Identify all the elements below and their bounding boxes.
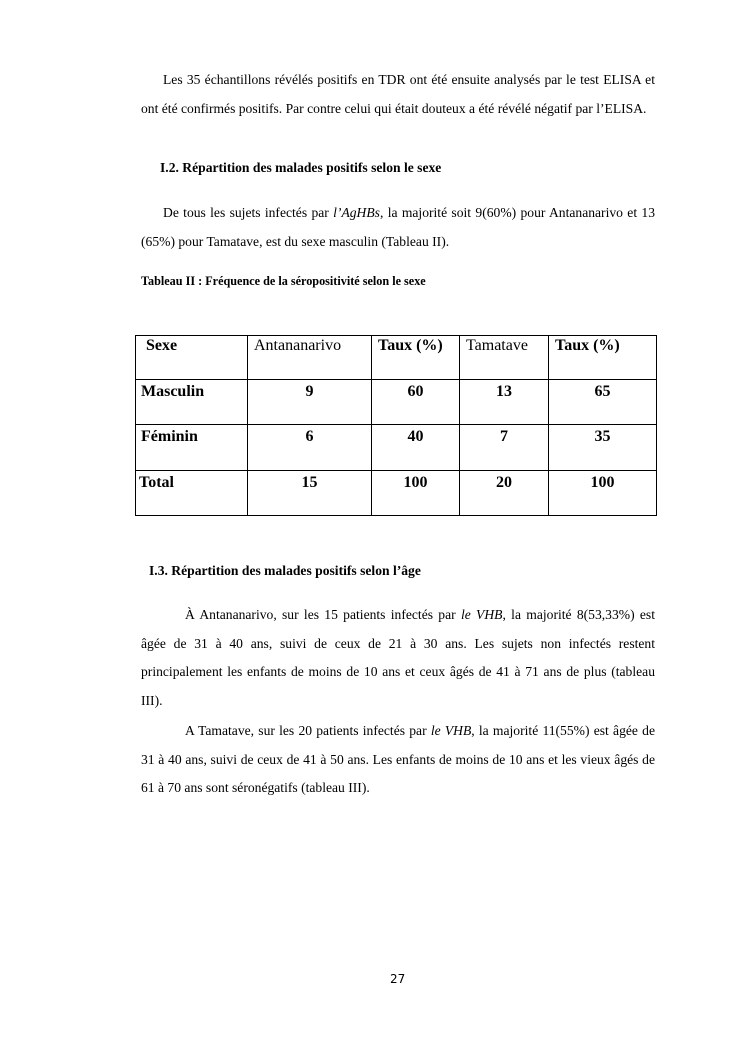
age-paragraph-antananarivo: [141, 601, 655, 715]
cell-taux-2: 65: [549, 379, 657, 425]
header-tamatave: Tamatave: [460, 336, 549, 380]
age-para2-start: A Tamatave, sur les 20 patients infectés par: [185, 723, 431, 738]
table-row: [136, 425, 657, 471]
cell-taux-2: 100: [549, 470, 657, 516]
age-para1-italic: le VHB: [460, 607, 503, 622]
cell-tamatave: 7: [460, 425, 549, 471]
header-taux-2: Taux (%): [549, 336, 657, 380]
sexe-paragraph-end: , la majorité soit 9(60%) pour Antananarivo et 13 (65%) pour Tamatave, est du sexe masculin (Tableau II).: [141, 205, 656, 249]
intro-paragraph: Les 35 échantillons révélés positifs en TDR ont été ensuite analysés par le test ELISA et ont été confirmés positifs. Par contre celui qui était douteux a été révélé négatif par l’ELISA.: [141, 72, 655, 116]
sexe-paragraph-start: De tous les sujets infectés par: [163, 205, 334, 220]
age-paragraph-tamatave: [141, 717, 655, 803]
table-caption: Tableau II : Fréquence de la séropositivité selon le sexe: [141, 274, 426, 288]
cell-tamatave: 20: [460, 470, 549, 516]
cell-taux-2: 35: [549, 425, 657, 471]
section-heading-age: I.3. Répartition des malades positifs selon l’âge: [149, 563, 421, 578]
cell-antananarivo: 15: [248, 470, 372, 516]
age-para1-start: À Antananarivo, sur les 15 patients infectés par: [185, 607, 461, 622]
sexe-table: [135, 335, 657, 516]
row-label: Féminin: [136, 425, 248, 471]
page-number: 27: [390, 972, 406, 986]
table-row: [136, 470, 657, 516]
cell-tamatave: 13: [460, 379, 549, 425]
cell-antananarivo: 9: [248, 379, 372, 425]
section-heading-sexe: I.2. Répartition des malades positifs selon le sexe: [160, 160, 442, 175]
cell-taux-1: 60: [372, 379, 460, 425]
table-row: [136, 379, 657, 425]
header-sexe: Sexe: [136, 336, 248, 380]
sexe-paragraph: [141, 199, 655, 256]
sexe-paragraph-italic: l’AgHBs: [333, 205, 380, 220]
cell-taux-1: 100: [372, 470, 460, 516]
header-antananarivo: Antananarivo: [248, 336, 372, 380]
cell-taux-1: 40: [372, 425, 460, 471]
row-label: Total: [136, 470, 248, 516]
cell-antananarivo: 6: [248, 425, 372, 471]
age-para1-end: , la majorité 8(53,33%) est âgée de 31 à 40 ans, suivi de ceux de 21 à 30 ans. Les sujets non infectés restent principalement les enfants de moins de 10 ans et ceux âgés de 41 à 71 ans de plus (tableau III).: [141, 607, 655, 708]
table-header-row: [136, 336, 657, 380]
age-para2-end: , la majorité 11(55%) est âgée de 31 à 40 ans, suivi de ceux de 41 à 50 ans. Les enfants de moins de 10 ans et les vieux âgés de 61 à 70 ans sont séronégatifs (tableau III).: [141, 723, 655, 795]
header-taux-1: Taux (%): [372, 336, 460, 380]
age-para2-italic: le VHB: [430, 723, 472, 738]
row-label: Masculin: [136, 379, 248, 425]
